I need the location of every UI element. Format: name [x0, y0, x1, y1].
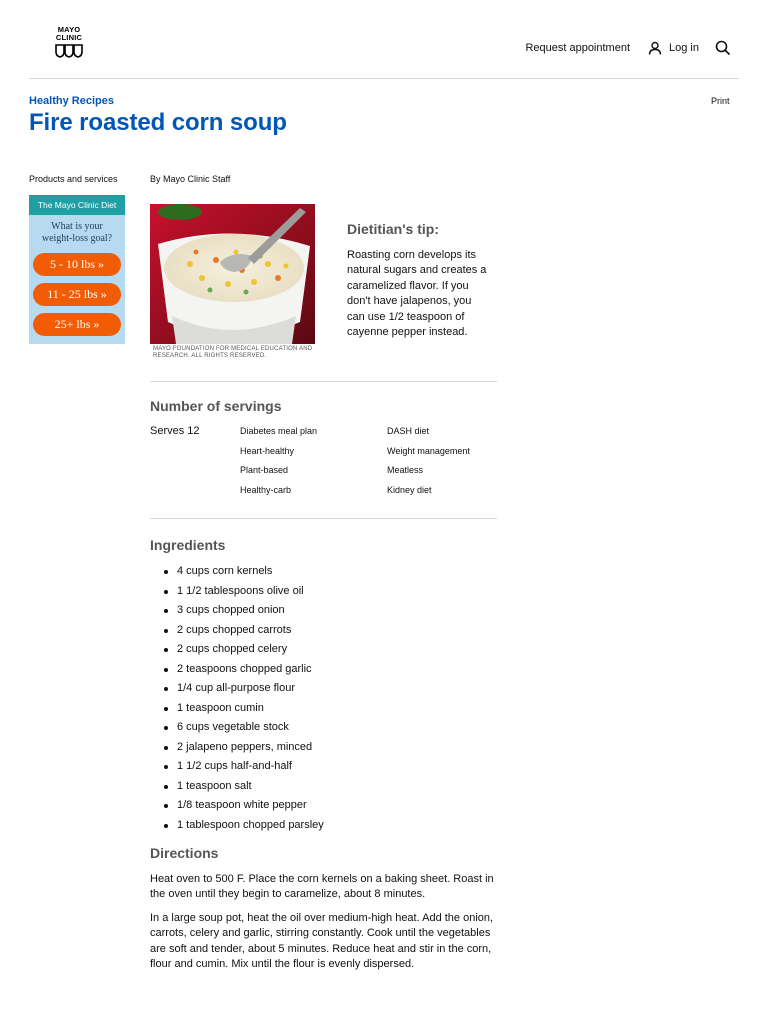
diet-tag[interactable]: Weight management: [387, 445, 470, 456]
search-icon: [715, 40, 731, 56]
shield-logo-icon: [55, 44, 83, 58]
login-link[interactable]: [648, 41, 699, 55]
diet-tag[interactable]: Diabetes meal plan: [240, 426, 318, 436]
byline: By Mayo Clinic Staff: [150, 174, 231, 184]
direction-step-2: In a large soup pot, heat the oil over medium-high heat. Add the onion, carrots, celery and garlic, stirring constantly. Cook until the vegetables are soft and tender, about 5 minutes. Reduce heat and stir in the corn, flour and cumin. Mix until the flour is evenly dispersed.: [150, 912, 494, 971]
ingredient-item: 1 1/2 tablespoons olive oil: [177, 585, 324, 605]
ingredient-item: 1 1/2 cups half-and-half: [177, 760, 324, 780]
ingredient-item: 2 cups chopped carrots: [177, 624, 324, 644]
promo-band: The Mayo Clinic Diet: [29, 195, 125, 215]
ingredient-item: 2 teaspoons chopped garlic: [177, 663, 324, 683]
page-title: Fire roasted corn soup: [29, 109, 287, 136]
ingredient-item: 1/8 teaspoon white pepper: [177, 799, 324, 819]
user-icon: [648, 41, 662, 55]
logo-word-mayo: MAYO: [57, 25, 81, 34]
ingredient-item: 6 cups vegetable stock: [177, 721, 324, 741]
dietitian-tip-heading: Dietitian's tip:: [347, 221, 439, 237]
ingredient-item: 1 teaspoon cumin: [177, 702, 324, 722]
site-header: [29, 0, 739, 79]
divider: [150, 381, 497, 382]
ingredients-list: [177, 565, 324, 838]
diet-tag[interactable]: Heart-healthy: [240, 445, 295, 456]
promo-option-25-plus[interactable]: 25+ lbs »: [33, 313, 121, 336]
direction-step-1: Heat oven to 500 F. Place the corn kernels on a baking sheet. Roast in the oven until they begin to caramelize, about 8 minutes.: [150, 873, 494, 901]
servings-value: Serves 12: [150, 425, 200, 437]
search-button[interactable]: [715, 40, 731, 56]
diet-promo-ad[interactable]: [29, 195, 125, 344]
request-appointment-link[interactable]: Request appointment: [525, 42, 631, 54]
promo-question-line1: What is your: [51, 221, 103, 232]
soup-photo: [150, 204, 315, 344]
ingredient-item: 2 jalapeno peppers, minced: [177, 741, 324, 761]
print-link[interactable]: Print: [711, 96, 730, 106]
login-label: Log in: [669, 42, 699, 54]
directions-heading: Directions: [150, 845, 219, 861]
diet-tag[interactable]: Meatless: [387, 465, 424, 475]
promo-option-11-25[interactable]: 11 - 25 lbs »: [33, 283, 121, 306]
diet-tag[interactable]: Plant-based: [240, 465, 289, 475]
divider: [150, 518, 497, 519]
header-nav: [525, 38, 739, 58]
promo-question-line2: weight-loss goal?: [41, 233, 113, 244]
ingredient-item: 4 cups corn kernels: [177, 565, 324, 585]
ingredient-item: 1 tablespoon chopped parsley: [177, 819, 324, 839]
ingredient-item: 1/4 cup all-purpose flour: [177, 682, 324, 702]
diet-tag[interactable]: Healthy-carb: [240, 484, 292, 495]
soup-bowl-illustration: [150, 204, 315, 344]
breadcrumb[interactable]: Healthy Recipes: [29, 95, 114, 107]
photo-caption: MAYO FOUNDATION FOR MEDICAL EDUCATION AND RESEARCH. ALL RIGHTS RESERVED.: [153, 346, 313, 359]
ingredient-item: 3 cups chopped onion: [177, 604, 324, 624]
ingredient-item: 1 teaspoon salt: [177, 780, 324, 800]
sidebar-label: Products and services: [29, 174, 118, 184]
promo-question: [29, 221, 125, 245]
diet-tag[interactable]: Kidney diet: [387, 484, 432, 495]
diet-tag[interactable]: DASH diet: [387, 426, 430, 436]
ingredient-item: 2 cups chopped celery: [177, 643, 324, 663]
dietitian-tip-text: Roasting corn develops its natural sugars and creates a caramelized flavor. If you don't have jalapenos, you can use 1/2 teaspoon of cayenne pepper instead.: [347, 249, 487, 339]
ingredients-heading: Ingredients: [150, 537, 226, 553]
logo-word-clinic: CLINIC: [55, 33, 83, 42]
servings-heading: Number of servings: [150, 398, 282, 414]
mayo-clinic-logo[interactable]: [52, 26, 86, 58]
diet-tags: [240, 426, 500, 496]
promo-option-5-10[interactable]: 5 - 10 lbs »: [33, 253, 121, 276]
